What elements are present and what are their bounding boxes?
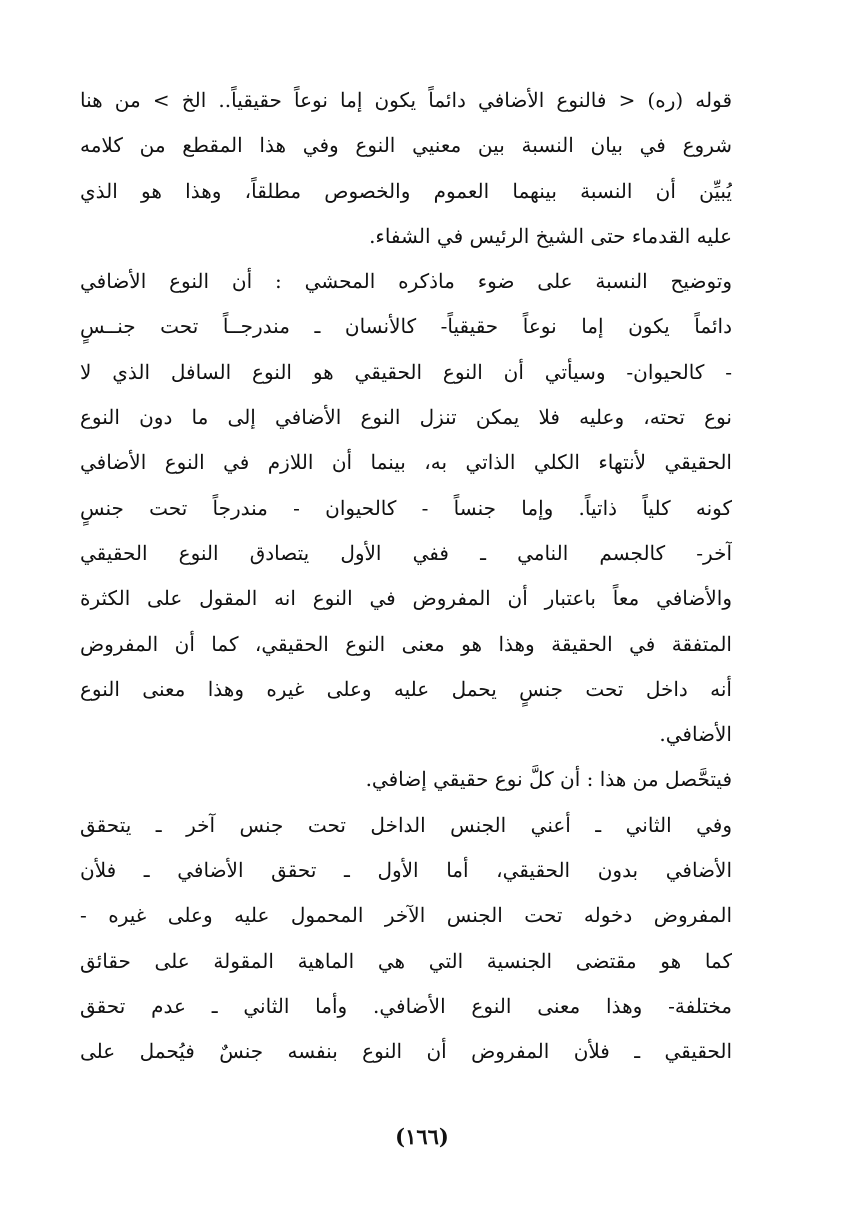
- text-line: المتفقة في الحقيقة وهذا هو معنى النوع الحقيقي، كما أن المفروض: [80, 631, 732, 656]
- text-line: - كالحيوان- وسيأتي أن النوع الحقيقي هو النوع السافل الذي لا: [80, 359, 732, 384]
- text-line: والأضافي معاً باعتبار أن المفروض في النوع انه المقول على الكثرة: [80, 586, 732, 611]
- text-line: يُبيِّن أن النسبة بينهما العموم والخصوص مطلقاً، وهذا هو الذي: [80, 178, 732, 203]
- text-line: شروع في بيان النسبة بين معنيي النوع وفي هذا المقطع من كلامه: [80, 133, 732, 158]
- text-line: فيتحَّصل من هذا : أن كلَّ نوع حقيقي إضافي.: [365, 767, 732, 792]
- text-line: مختلفة- وهذا معنى النوع الأضافي. وأما الثاني ـ عدم تحقق: [80, 993, 732, 1018]
- text-line: كما هو مقتضى الجنسية التي هي الماهية المقولة على حقائق: [80, 948, 732, 973]
- text-line: الأضافي.: [659, 722, 732, 747]
- text-line: الحقيقي ـ فلأن المفروض أن النوع بنفسه جنسٌ فيُحمل على: [80, 1039, 732, 1064]
- text-line: قوله (ره) < فالنوع الأضافي دائماً يكون إما نوعاً حقيقياً.. الخ > من هنا: [80, 88, 732, 112]
- text-line: عليه القدماء حتى الشيخ الرئيس في الشفاء.: [369, 223, 732, 248]
- text-line: الحقيقي لأنتهاء الكلي الذاتي به، بينما أن اللازم في النوع الأضافي: [80, 450, 732, 475]
- page-number: (١٦٦): [395, 1124, 449, 1149]
- text-line: دائماً يكون إما نوعاً حقيقياً- كالأنسان ـ مندرجــاً تحت جنــسٍ: [80, 314, 732, 339]
- text-line: كونه كلياً ذاتياً. وإما جنساً - كالحيوان - مندرجاً تحت جنسٍ: [80, 495, 732, 520]
- body-text: [80, 78, 732, 1075]
- text-line: أنه داخل تحت جنسٍ يحمل عليه وعلى غيره وهذا معنى النوع: [80, 676, 732, 701]
- text-line: نوع تحته، وعليه فلا يمكن تنزل النوع الأضافي إلى ما دون النوع: [80, 405, 732, 430]
- text-line: المفروض دخوله تحت الجنس الآخر المحمول عليه وعلى غيره -: [80, 903, 732, 928]
- text-line: الأضافي بدون الحقيقي، أما الأول ـ تحقق الأضافي ـ فلأن: [80, 858, 732, 883]
- text-line: وفي الثاني ـ أعني الجنس الداخل تحت جنس آخر ـ يتحقق: [80, 812, 732, 837]
- text-line: آخر- كالجسم النامي ـ ففي الأول يتصادق النوع الحقيقي: [80, 540, 732, 565]
- text-line: وتوضيح النسبة على ضوء ماذكره المحشي : أن النوع الأضافي: [80, 269, 732, 294]
